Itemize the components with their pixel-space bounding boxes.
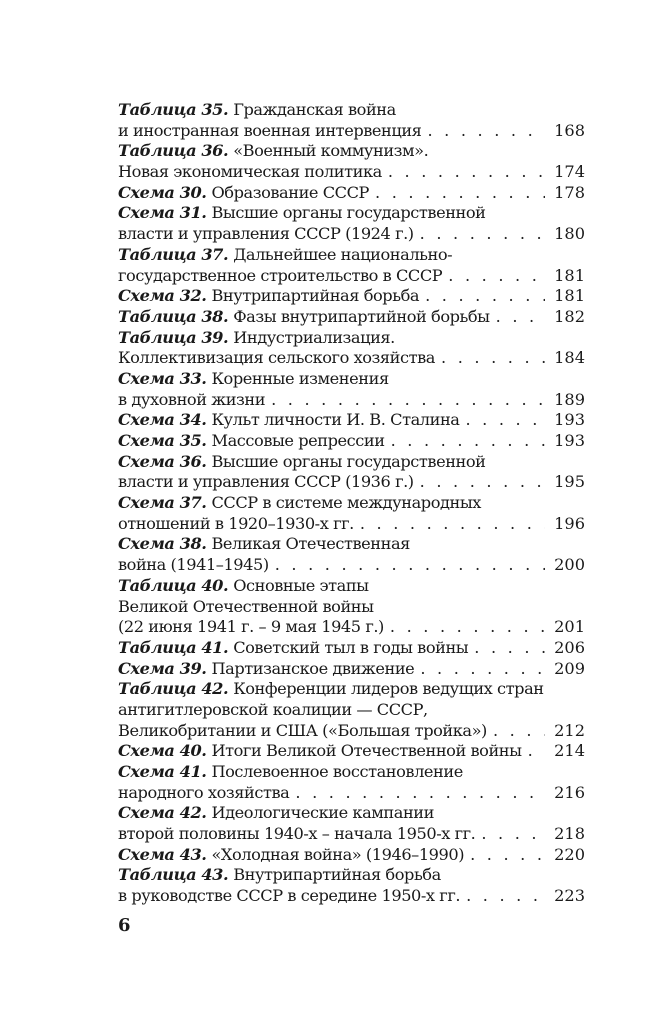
dot-leader (388, 162, 545, 183)
toc-line (118, 762, 585, 783)
toc-entry-title: Фазы внутрипартийной борьбы (233, 306, 490, 326)
toc-line (118, 597, 585, 618)
toc-line (118, 700, 585, 721)
toc-page-number: 216 (554, 782, 585, 802)
toc-line (118, 266, 585, 287)
toc-entry-label: Схема 42. (118, 803, 207, 823)
dot-leader (375, 183, 545, 204)
toc-entry-title: Высшие органы государственной (211, 203, 486, 223)
toc-entry-label: Таблица 36. (118, 141, 229, 161)
toc-entry-title: Итоги Великой Отечественной войны (211, 741, 522, 761)
dot-leader (425, 286, 545, 307)
toc-entry-label: Таблица 38. (118, 306, 229, 326)
dot-leader (295, 783, 545, 804)
toc-line (118, 224, 585, 245)
toc-line (118, 576, 585, 597)
toc-page-number: 214 (554, 741, 585, 761)
toc-page-number: 182 (554, 306, 585, 326)
dot-leader (420, 472, 545, 493)
toc-line (118, 141, 585, 162)
toc-entry-label: Схема 34. (118, 410, 207, 430)
toc-page-number: 209 (554, 658, 585, 678)
toc-page-number: 193 (554, 410, 585, 430)
toc-line (118, 845, 585, 866)
toc-entry-title: Высшие органы государственной (211, 451, 486, 471)
toc-entry-title: «Холодная война» (1946–1990) (211, 844, 465, 864)
toc-entry-title: Великая Отечественная (211, 534, 410, 554)
toc-line (118, 162, 585, 183)
toc-entry-title: Дальнейшее национально- (233, 244, 453, 264)
toc-entry-title: и иностранная военная интервенция (118, 120, 422, 140)
toc-entry-title: народного хозяйства (118, 782, 290, 802)
toc-entry-title: СССР в системе международных (211, 493, 481, 513)
toc-line (118, 783, 585, 804)
toc-page-number: 181 (554, 265, 585, 285)
toc-page-number: 212 (554, 720, 585, 740)
toc-entry-label: Таблица 35. (118, 100, 229, 119)
toc-page-number: 196 (554, 513, 585, 533)
toc-page-number: 218 (554, 824, 585, 844)
toc-entry-title: власти и управления СССР (1936 г.) (118, 472, 414, 492)
toc-page-number: 178 (554, 182, 585, 202)
toc-entry-label: Схема 41. (118, 762, 207, 781)
dot-leader (275, 555, 545, 576)
toc-line (118, 534, 585, 555)
toc-entry-title: антигитлеровской коалиции — СССР, (118, 699, 428, 719)
toc-line (118, 328, 585, 349)
dot-leader (390, 617, 545, 638)
toc-page-number: 168 (554, 120, 585, 140)
toc-line (118, 369, 585, 390)
toc-entry-label: Таблица 39. (118, 327, 229, 347)
toc-entry-label: Схема 43. (118, 844, 207, 864)
toc-line (118, 493, 585, 514)
toc-line (118, 431, 585, 452)
toc-entry-title: второй половины 1940-х – начала 1950-х гг. (118, 824, 476, 844)
table-of-contents (118, 100, 585, 907)
toc-entry-title: Индустриализация. (233, 327, 395, 347)
dot-leader (391, 431, 545, 452)
toc-line (118, 410, 585, 431)
toc-page-number: 189 (554, 389, 585, 409)
toc-entry-label: Схема 35. (118, 431, 207, 450)
dot-leader (470, 845, 545, 866)
toc-line (118, 100, 585, 121)
toc-entry-title: Коренные изменения (211, 368, 389, 388)
toc-entry-title: Образование СССР (211, 182, 369, 202)
toc-entry-title: Конференции лидеров ведущих стран (233, 679, 544, 699)
toc-entry-label: Схема 33. (118, 368, 207, 388)
toc-entry-label: Схема 39. (118, 658, 207, 678)
toc-page-number: 184 (554, 348, 585, 368)
toc-page-number: 220 (554, 844, 585, 864)
dot-leader (493, 721, 545, 742)
dot-leader (481, 824, 545, 845)
toc-entry-title: Советский тыл в годы войны (233, 637, 469, 657)
toc-entry-title: Новая экономическая политика (118, 162, 382, 182)
dot-leader (271, 390, 545, 411)
toc-line (118, 307, 585, 328)
toc-page-number: 195 (554, 472, 585, 492)
dot-leader (474, 638, 545, 659)
toc-line (118, 121, 585, 142)
toc-entry-label: Схема 38. (118, 534, 207, 554)
toc-line (118, 472, 585, 493)
toc-page-number: 223 (554, 886, 585, 906)
toc-line (118, 679, 585, 700)
toc-entry-title: Идеологические кампании (211, 803, 434, 823)
toc-entry-label: Таблица 43. (118, 865, 229, 885)
toc-page-number: 206 (554, 637, 585, 657)
toc-line (118, 555, 585, 576)
toc-entry-label: Таблица 37. (118, 244, 229, 264)
toc-line (118, 183, 585, 204)
toc-entry-title: Основные этапы (233, 575, 369, 595)
toc-page-number: 174 (554, 162, 585, 182)
page-number: 6 (118, 915, 131, 936)
toc-entry-title: война (1941–1945) (118, 555, 269, 575)
toc-line (118, 638, 585, 659)
toc-entry-title: Гражданская война (233, 100, 396, 119)
toc-entry-label: Схема 36. (118, 451, 207, 471)
dot-leader (465, 410, 545, 431)
toc-line (118, 659, 585, 680)
toc-page-number: 193 (554, 431, 585, 450)
toc-entry-title: Великой Отечественной войны (118, 596, 374, 616)
toc-entry-title: власти и управления СССР (1924 г.) (118, 224, 414, 244)
toc-entry-label: Таблица 40. (118, 575, 229, 595)
toc-line (118, 824, 585, 845)
toc-line (118, 286, 585, 307)
dot-leader (496, 307, 545, 328)
toc-line (118, 886, 585, 907)
dot-leader (420, 659, 545, 680)
toc-entry-label: Схема 30. (118, 182, 207, 202)
toc-line (118, 617, 585, 638)
toc-line (118, 452, 585, 473)
toc-line (118, 348, 585, 369)
toc-line (118, 721, 585, 742)
toc-page-number: 180 (554, 224, 585, 244)
toc-entry-label: Схема 31. (118, 203, 207, 223)
toc-line (118, 390, 585, 411)
toc-entry-label: Таблица 41. (118, 637, 229, 657)
dot-leader (360, 514, 545, 535)
toc-entry-title: Коллективизация сельского хозяйства (118, 348, 436, 368)
toc-entry-title: Партизанское движение (211, 658, 415, 678)
toc-entry-label: Таблица 42. (118, 679, 229, 699)
toc-line (118, 865, 585, 886)
toc-line (118, 245, 585, 266)
toc-entry-title: в руководстве СССР в середине 1950-х гг. (118, 886, 461, 906)
toc-entry-title: государственное строительство в СССР (118, 265, 443, 285)
dot-leader (441, 348, 545, 369)
dot-leader (466, 886, 545, 907)
toc-entry-title: в духовной жизни (118, 389, 266, 409)
dot-leader (420, 224, 545, 245)
toc-entry-title: Великобритании и США («Большая тройка») (118, 720, 487, 740)
toc-entry-label: Схема 32. (118, 286, 207, 306)
toc-entry-title: Внутрипартийная борьба (211, 286, 420, 306)
toc-line (118, 741, 585, 762)
toc-page-number: 201 (554, 617, 585, 637)
toc-entry-title: (22 июня 1941 г. – 9 мая 1945 г.) (118, 617, 384, 637)
toc-line (118, 514, 585, 535)
toc-entry-title: Внутрипартийная борьба (233, 865, 441, 885)
toc-entry-title: Послевоенное восстановление (211, 762, 463, 781)
dot-leader (528, 741, 545, 762)
toc-entry-label: Схема 37. (118, 493, 207, 513)
toc-line (118, 803, 585, 824)
toc-page-number: 200 (554, 555, 585, 575)
toc-entry-label: Схема 40. (118, 741, 207, 761)
dot-leader (448, 266, 545, 287)
dot-leader (427, 121, 545, 142)
toc-entry-title: Массовые репрессии (211, 431, 385, 450)
toc-page-number: 181 (554, 286, 585, 306)
toc-line (118, 203, 585, 224)
toc-entry-title: «Военный коммунизм». (233, 141, 429, 161)
toc-entry-title: Культ личности И. В. Сталина (211, 410, 460, 430)
toc-entry-title: отношений в 1920–1930-х гг. (118, 513, 354, 533)
